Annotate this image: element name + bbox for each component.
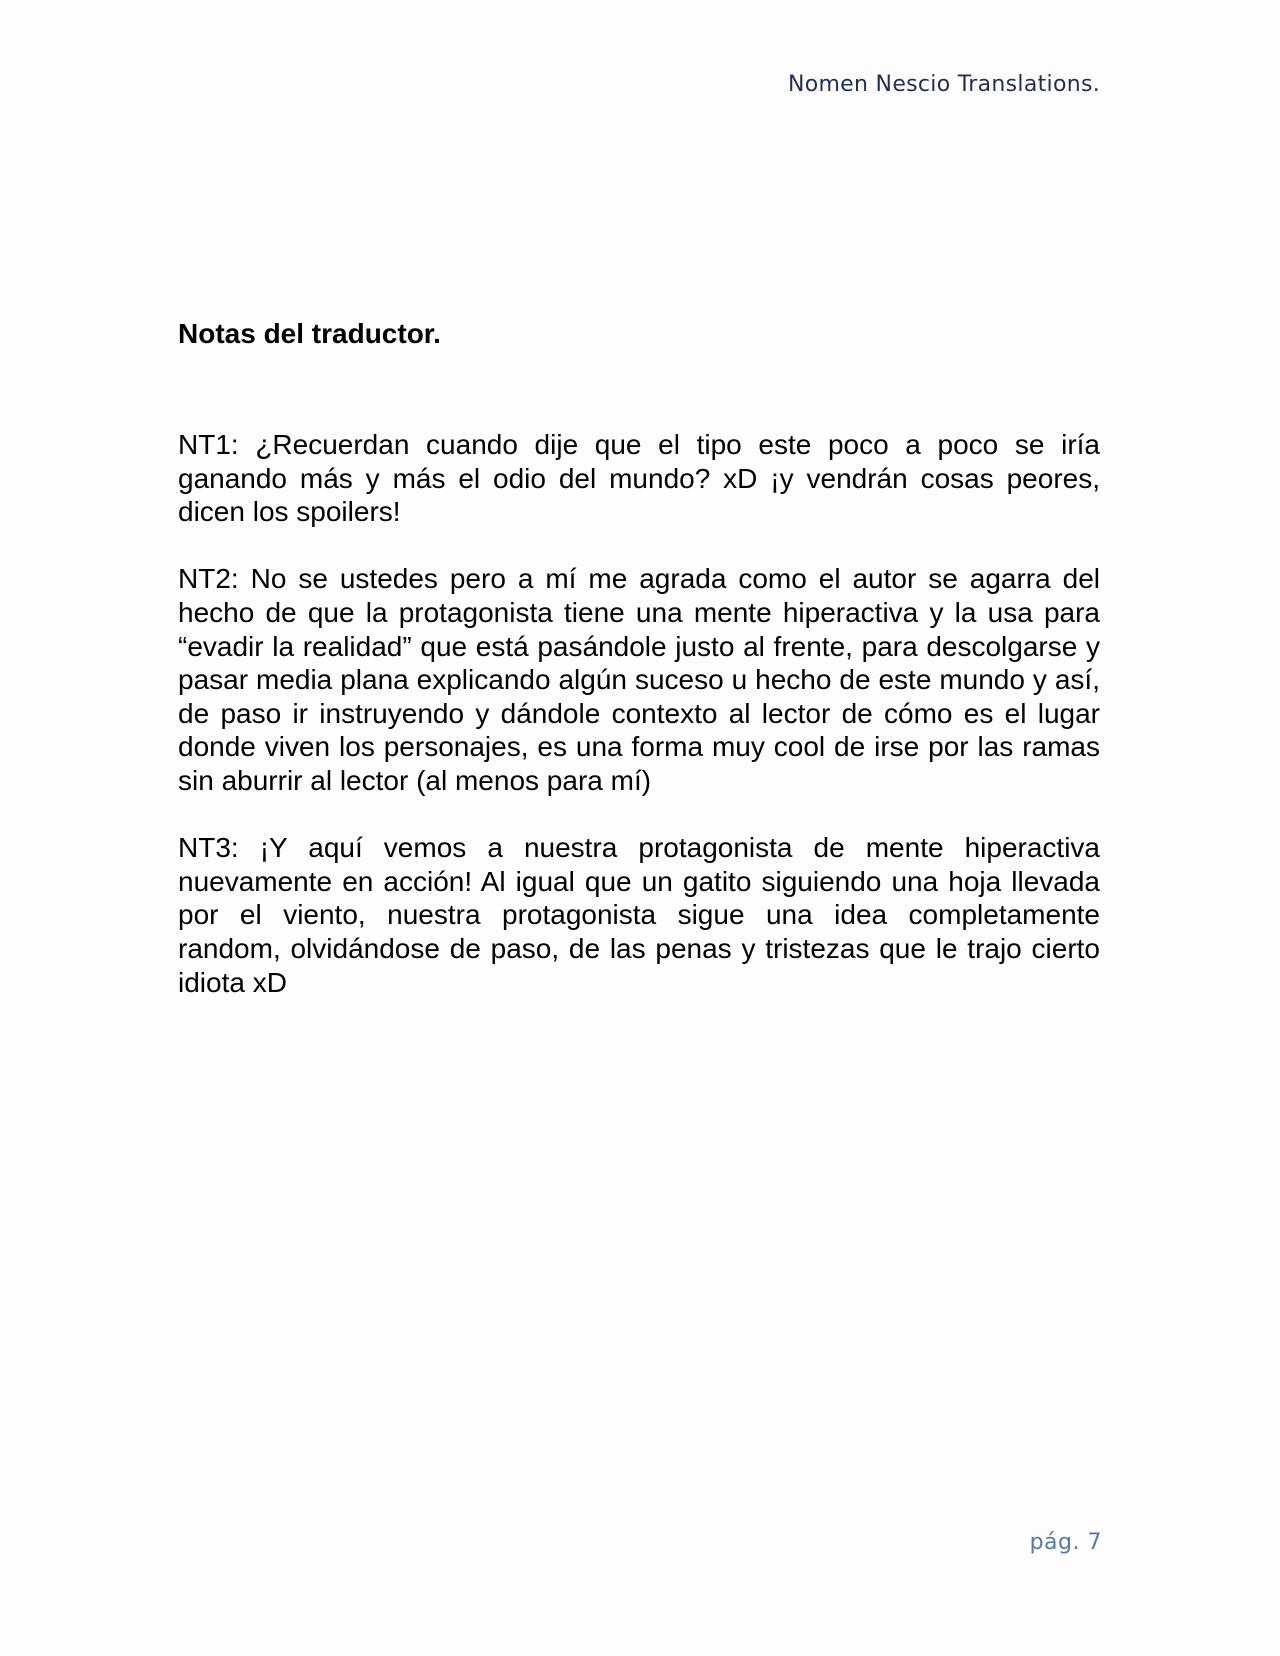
translator-note-3: NT3: ¡Y aquí vemos a nuestra protagonista de mente hiperactiva nuevamente en acción! Al igual que un gatito siguiendo una hoja llevada por el viento, nuestra protagonista sigue una idea completamente random, olvidándose de paso, de las penas y tristezas que le trajo cierto idiota xD (178, 832, 1100, 998)
translator-note-1: NT1: ¿Recuerdan cuando dije que el tipo este poco a poco se iría ganando más y más el odio del mundo? xD ¡y vendrán cosas peores, dicen los spoilers! (178, 429, 1100, 528)
page-header: Nomen Nescio Translations. (787, 72, 1100, 97)
translator-note-2: NT2: No se ustedes pero a mí me agrada como el autor se agarra del hecho de que la protagonista tiene una mente hiperactiva y la usa para “evadir la realidad” que está pasándole justo al frente, para descolgarse y pasar media plana explicando algún suceso u hecho de este mundo y así, de paso ir instruyendo y dándole contexto al lector de cómo es el lugar donde viven los personajes, es una forma muy cool de irse por las ramas sin aburrir al lector (al menos para mí) (178, 563, 1100, 796)
section-title: Notas del traductor. (178, 318, 441, 349)
page-number: pág. 7 (1029, 1530, 1102, 1555)
page-content (178, 312, 1100, 1033)
